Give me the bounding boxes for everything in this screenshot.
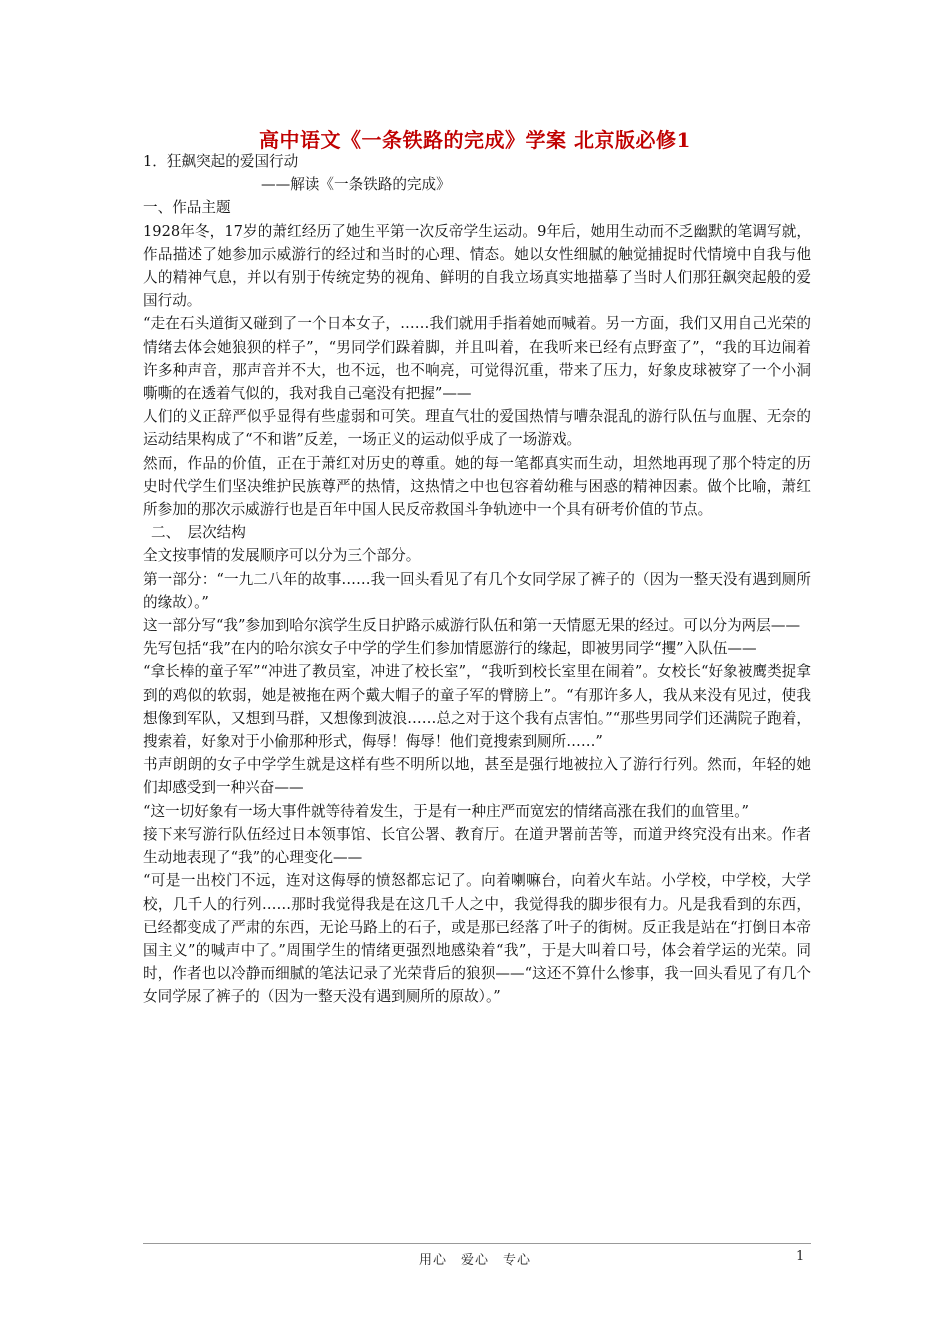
- footer-divider: [143, 1243, 811, 1244]
- paragraph: 先写包括“我”在内的哈尔滨女子中学的学生们参加情愿游行的缘起，即被男同学“攫”入队伍——: [143, 640, 757, 658]
- paragraph: 全文按事情的发展顺序可以分为三个部分。: [143, 547, 421, 565]
- section-heading: 一、作品主题: [143, 199, 231, 217]
- paragraph: 这一部分写“我”参加到哈尔滨学生反日护路示威游行队伍和第一天情愿无果的经过。可以分为两层——: [143, 617, 801, 635]
- subtitle: ——解读《一条铁路的完成》: [261, 176, 451, 194]
- paragraph: “走在石头道街又碰到了一个日本女子，……我们就用手指着她而喊着。另一方面，我们又用自己光荣的情绪去体会她狼狈的样子”，“男同学们跺着脚，并且叫着，在我听来已经有点野蛮了”，“我的耳边闹着许多种声音，那声音并不大，也不远，也不响亮，可觉得沉重，带来了压力，好象皮球被穿了一个小洞嘶嘶的在透着气似的，我对我自己毫没有把握”——: [143, 315, 811, 403]
- paragraph: “这一切好象有一场大事件就等待着发生，于是有一种庄严而宽宏的情绪高涨在我们的血管里。”: [143, 802, 749, 820]
- document-body: [143, 150, 811, 1009]
- section-heading: 1．狂飙突起的爱国行动: [143, 153, 299, 170]
- document-title: 高中语文《一条铁路的完成》学案 北京版必修1: [259, 128, 691, 152]
- paragraph: “可是一出校门不远，连对这侮辱的愤怒都忘记了。向着喇嘛台，向着火车站。小学校，中学校，大学校，几千人的行列……那时我觉得我是在这几千人之中，我觉得我的脚步很有力。凡是我看到的东西，已经都变成了严肃的东西，无论马路上的石子，或是那已经落了叶子的街树。反正我是站在“打倒日本帝国主义”的喊声中了。”周围学生的情绪更强烈地感染着“我”，于是大叫着口号，体会着学运的光荣。同时，作者也以冷静而细腻的笔法记录了光荣背后的狼狈——“这还不算什么惨事，我一回头看见了有几个女同学尿了裤子的（因为一整天没有遇到厕所的原故）。”: [143, 872, 811, 1006]
- paragraph: 然而，作品的价值，正在于萧红对历史的尊重。她的每一笔都真实而生动，坦然地再现了那个特定的历史时代学生们坚决维护民族尊严的热情，这热情之中也包容着幼稚与困惑的精神因素。做个比喻，萧红所参加的那次示威游行也是百年中国人民反帝救国斗争轨迹中一个具有研考价值的节点。: [143, 454, 811, 519]
- paragraph: 接下来写游行队伍经过日本领事馆、长官公署、教育厅。在道尹署前苦等，而道尹终究没有出来。作者生动地表现了“我”的心理变化——: [143, 825, 811, 867]
- paragraph: 第一部分：“一九二八年的故事……我一回头看见了有几个女同学尿了裤子的（因为一整天没有遇到厕所的缘故）。”: [143, 570, 811, 611]
- page-number: 1: [796, 1249, 805, 1264]
- section-heading: 二、 层次结构: [151, 524, 246, 542]
- paragraph: 1928年冬，17岁的萧红经历了她生平第一次反帝学生运动。9年后，她用生动而不乏幽默的笔调写就，作品描述了她参加示威游行的经过和当时的心理、情态。她以女性细腻的触觉捕捉时代情境中自我与他人的精神气息，并以有别于传统定势的视角、鲜明的自我立场真实地描摹了当时人们那狂飙突起般的爱国行动。: [143, 222, 811, 310]
- paragraph: “拿长棒的童子军”“冲进了教员室，冲进了校长室”，“我听到校长室里在闹着”。女校长“好象被鹰类捉拿到的鸡似的软弱，她是被拖在两个戴大帽子的童子军的臂膀上”。“有那许多人，我从来没有见过，使我想像到军队，又想到马群，又想像到波浪……总之对于这个我有点害怕。”“那些男同学们还满院子跑着，搜索着，好象对于小偷那种形式，侮辱！侮辱！他们竟搜索到厕所……”: [143, 663, 811, 751]
- page-footer: [0, 1249, 950, 1271]
- footer-motto: 用心 爱心 专心: [418, 1253, 531, 1268]
- paragraph: 人们的义正辞严似乎显得有些虚弱和可笑。理直气壮的爱国热情与嘈杂混乱的游行队伍与血腥、无奈的运动结果构成了“不和谐”反差，一场正义的运动似乎成了一场游戏。: [143, 408, 811, 449]
- paragraph: 书声朗朗的女子中学学生就是这样有些不明所以地，甚至是强行地被拉入了游行行列。然而，年轻的她们却感受到一种兴奋——: [143, 756, 811, 797]
